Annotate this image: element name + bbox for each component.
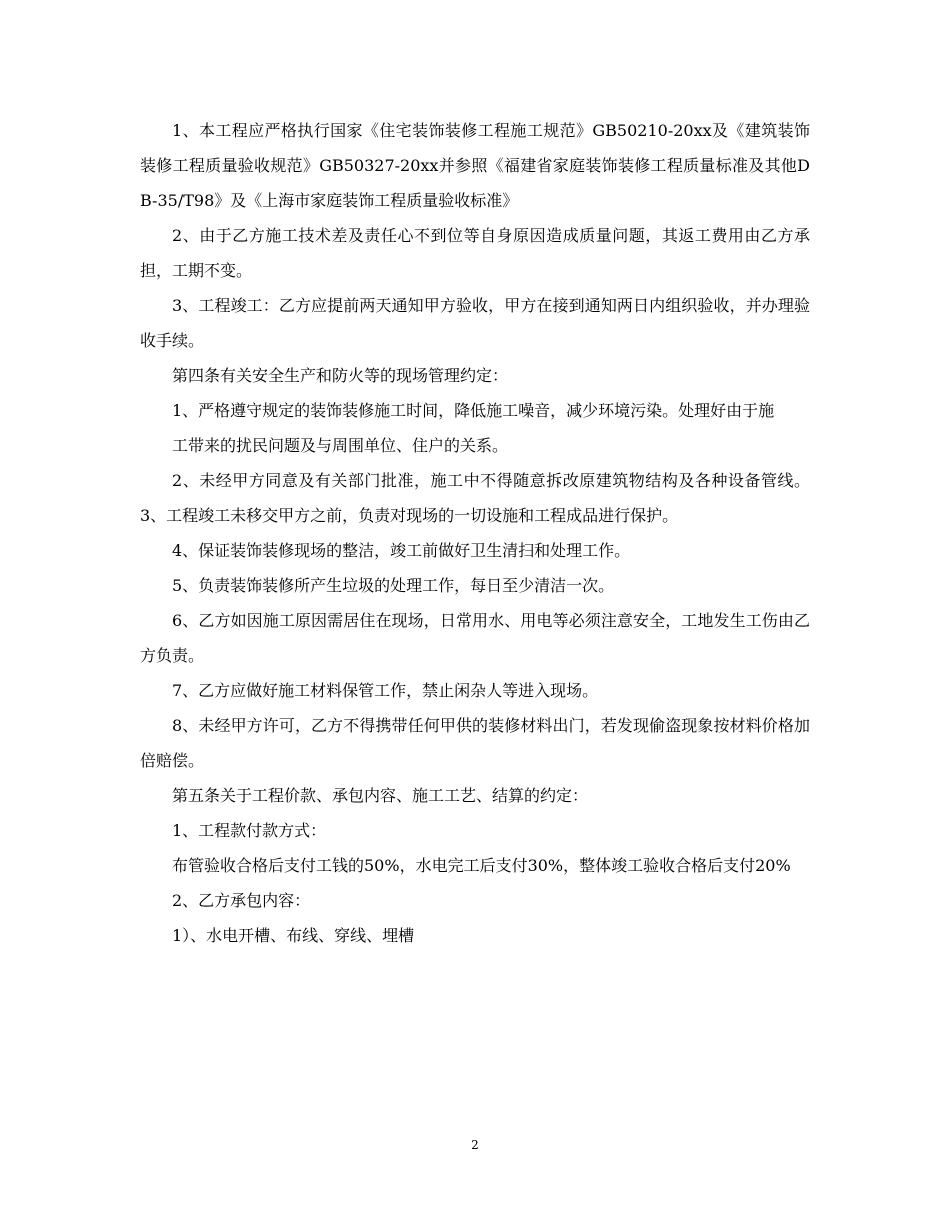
paragraph-scope-item-one: 1）、水电开槽、布线、穿线、埋槽 bbox=[172, 926, 415, 945]
paragraph-onsite-safety: 6、乙方如因施工原因需居住在现场，日常用水、用电等必须注意安全，工地发生工伤由乙方负责。 bbox=[140, 611, 810, 665]
paragraph-quality-standards: 1、本工程应严格执行国家《住宅装饰装修工程施工规范》GB50210-20xx及《建筑装饰装修工程质量验收规范》GB50327-20xx并参照《福建省家庭装饰装修工程质量标准及其他DB-35/T98》及《上海市家庭装饰工程质量验收标准》 bbox=[140, 121, 810, 210]
paragraph-rework-cost: 2、由于乙方施工技术差及责任心不到位等自身原因造成质量问题，其返工费用由乙方承担，工期不变。 bbox=[140, 226, 810, 280]
paragraph-neighbor-relations: 工带来的扰民问题及与周围单位、住户的关系。 bbox=[172, 436, 509, 455]
paragraph-payment-method: 1、工程款付款方式： bbox=[172, 821, 327, 840]
paragraph-completion-acceptance: 3、工程竣工：乙方应提前两天通知甲方验收，甲方在接到通知两日内组织验收，并办理验收手续。 bbox=[140, 296, 810, 350]
paragraph-material-storage: 7、乙方应做好施工材料保管工作，禁止闲杂人等进入现场。 bbox=[172, 681, 599, 700]
document-body bbox=[140, 113, 810, 953]
paragraph-material-theft: 8、未经甲方许可，乙方不得携带任何甲供的装修材料出门，若发现偷盗现象按材料价格加倍赔偿。 bbox=[140, 716, 810, 770]
paragraph-contract-scope: 2、乙方承包内容： bbox=[172, 891, 311, 910]
heading-article-five: 第五条关于工程价款、承包内容、施工工艺、结算的约定： bbox=[172, 786, 589, 805]
paragraph-structure-protection: 2、未经甲方同意及有关部门批准，施工中不得随意拆改原建筑物结构及各种设备管线。3、工程竣工未移交甲方之前，负责对现场的一切设施和工程成品进行保护。 bbox=[140, 471, 810, 525]
paragraph-payment-schedule: 布管验收合格后支付工钱的50%，水电完工后支付30%，整体竣工验收合格后支付20% bbox=[172, 856, 791, 875]
paragraph-site-cleanliness: 4、保证装饰装修现场的整洁，竣工前做好卫生清扫和处理工作。 bbox=[172, 541, 631, 560]
heading-article-four: 第四条有关安全生产和防火等的现场管理约定： bbox=[172, 366, 509, 385]
paragraph-construction-time: 1、严格遵守规定的装饰装修施工时间，降低施工噪音，减少环境污染。处理好由于施 bbox=[172, 401, 775, 420]
paragraph-waste-handling: 5、负责装饰装修所产生垃圾的处理工作，每日至少清洁一次。 bbox=[172, 576, 615, 595]
page-number: 2 bbox=[471, 1138, 479, 1152]
